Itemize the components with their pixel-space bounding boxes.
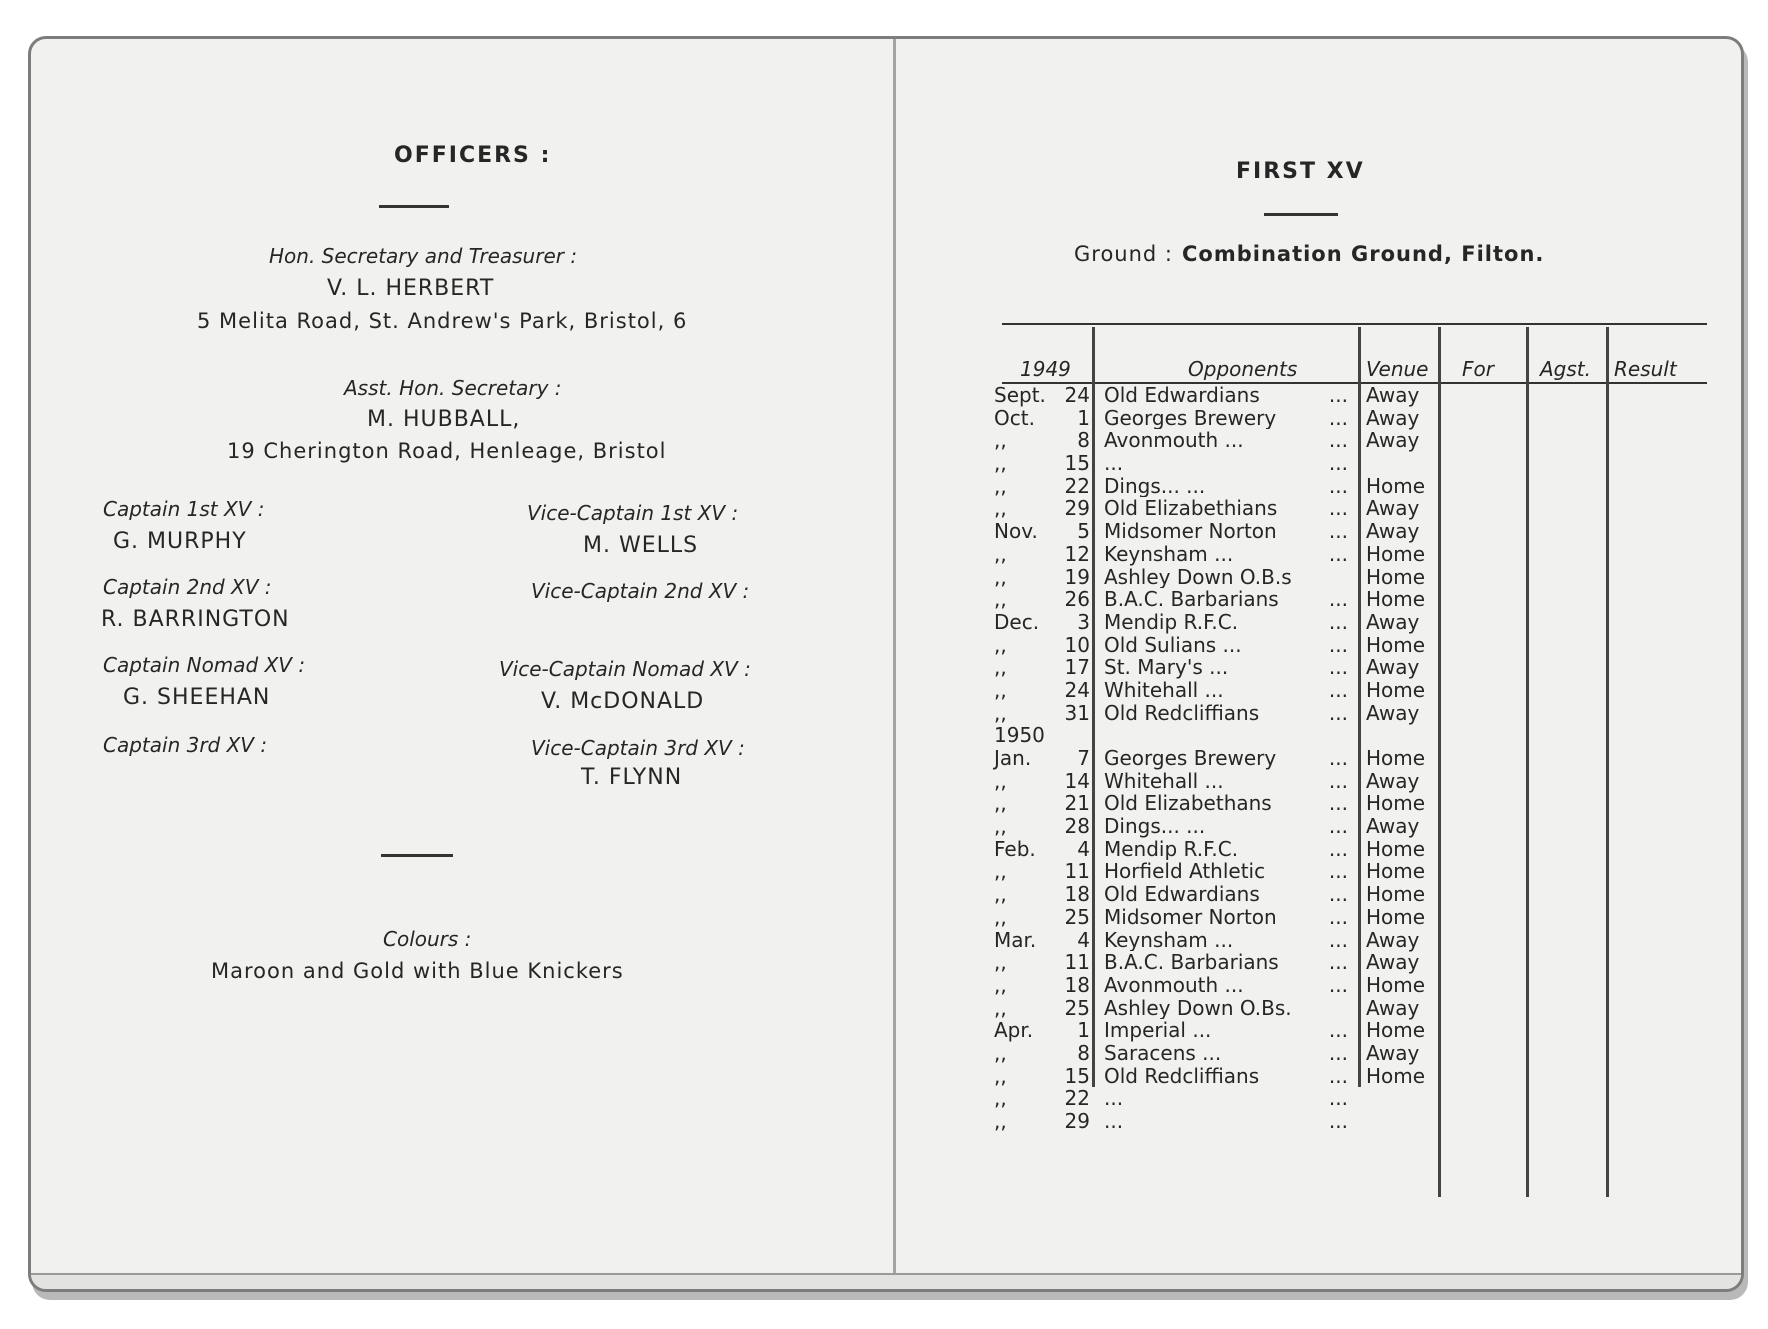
fixture-opponent: Old Elizabethans (1104, 792, 1272, 816)
fixture-day: 11 (1064, 859, 1090, 884)
fixture-dots: ... (1328, 519, 1348, 544)
fixture-opponent: Old Edwardians (1104, 883, 1260, 906)
fixture-opponent: Old Edwardians (1104, 384, 1260, 407)
fixture-row (994, 814, 1707, 839)
fixture-row (994, 609, 1707, 634)
fixture-row (994, 723, 1707, 748)
fixture-opponent: Mendip R.F.C. (1104, 610, 1239, 634)
fixture-month: ,, (994, 587, 1007, 612)
fixture-venue: Away (1366, 950, 1420, 975)
fixture-day: 19 (1064, 564, 1090, 589)
fixture-day: 25 (1064, 995, 1090, 1020)
fixture-row (994, 1086, 1707, 1111)
fixture-day: 1 (1077, 405, 1090, 430)
fixture-month: ,, (994, 428, 1007, 453)
fixture-day: 29 (1064, 1109, 1090, 1133)
fixture-opponent: Georges Brewery (1104, 406, 1277, 430)
fixture-dots: ... (1328, 859, 1348, 884)
fixture-row (994, 1109, 1707, 1133)
fixture-month: ,, (994, 451, 1007, 476)
fixture-day: 22 (1064, 1086, 1090, 1111)
fixture-opponent: Old Redcliffians (1104, 1064, 1260, 1088)
captain-nomad-name: G. SHEEHAN (123, 685, 271, 710)
asst-secretary-name: M. HUBBALL, (367, 407, 521, 432)
fixture-day: 5 (1077, 519, 1090, 544)
fixture-row (994, 995, 1707, 1020)
fixture-dots: ... (1328, 496, 1348, 521)
fixture-opponent: Midsomer Norton (1104, 905, 1277, 929)
vice-captain-1st-name: M. WELLS (583, 533, 699, 558)
fixture-venue: Home (1366, 677, 1426, 702)
fixture-month: ,, (994, 882, 1007, 907)
fixture-venue: Away (1366, 609, 1420, 634)
fixture-month: Feb. (994, 836, 1036, 861)
fixture-day: 28 (1064, 814, 1090, 839)
fixture-opponent: ... (1104, 1087, 1124, 1111)
fixture-row (994, 519, 1707, 544)
fixture-dots: ... (1328, 473, 1348, 498)
fixture-month: ,, (994, 655, 1007, 680)
fixture-row (994, 564, 1707, 589)
fixture-row (994, 473, 1707, 498)
fixture-row (994, 655, 1707, 680)
fixture-dots: ... (1328, 1063, 1348, 1088)
fixture-opponent: Ashley Down O.Bs. (1104, 996, 1292, 1020)
fixture-dots: ... (1328, 791, 1348, 816)
fixture-row (994, 791, 1707, 816)
fixture-opponent: Horfield Athletic (1104, 860, 1266, 884)
fixture-dots: ... (1328, 428, 1348, 453)
fixture-row (994, 882, 1707, 907)
fixture-day: 29 (1064, 496, 1090, 521)
colours-value: Maroon and Gold with Blue Knickers (211, 959, 624, 983)
fixture-venue: Home (1366, 541, 1426, 566)
vice-captain-nomad-label: Vice-Captain Nomad XV : (499, 657, 751, 681)
fixture-opponent: ... (1104, 452, 1124, 475)
asst-secretary-address: 19 Cherington Road, Henleage, Bristol (227, 439, 667, 463)
fixture-venue: Home (1366, 746, 1426, 770)
section-divider (381, 854, 453, 857)
vice-captain-3rd-label: Vice-Captain 3rd XV : (531, 736, 745, 760)
fixture-day: 1 (1077, 1018, 1090, 1043)
fixture-dots: ... (1328, 632, 1348, 657)
fixture-opponent: Saracens ... (1104, 1041, 1222, 1065)
fixture-row (994, 383, 1707, 407)
fixture-day: 25 (1064, 904, 1090, 929)
fixture-rows (994, 383, 1707, 1133)
fixture-venue: Home (1366, 473, 1426, 498)
fixture-month: ,, (994, 496, 1007, 521)
first-xv-fixtures-page (896, 39, 1741, 1289)
fixture-month: ,, (994, 1086, 1007, 1111)
fixture-venue: Away (1366, 655, 1420, 680)
fixture-opponent: ... (1104, 1110, 1124, 1133)
fixture-opponent: St. Mary's ... (1104, 656, 1229, 679)
table-top-rule (1002, 323, 1707, 325)
fixture-dots: ... (1328, 972, 1348, 997)
secretary-label: Hon. Secretary and Treasurer : (269, 244, 578, 268)
fixture-day: 18 (1064, 882, 1090, 907)
fixture-month: Mar. (994, 927, 1037, 952)
fixture-venue: Home (1366, 972, 1426, 997)
fixture-row (994, 405, 1707, 430)
fixture-row (994, 541, 1707, 566)
fixture-month: ,, (994, 677, 1007, 702)
vice-captain-3rd-name: T. FLYNN (581, 765, 683, 790)
fixture-month: ,, (994, 1063, 1007, 1088)
fixture-card-booklet (28, 36, 1744, 1292)
fixture-month: 1950 (994, 723, 1045, 748)
fixture-dots: ... (1328, 383, 1348, 407)
header-result: Result (1614, 357, 1677, 381)
header-opponents: Opponents (1188, 357, 1298, 381)
fixture-day: 4 (1077, 927, 1090, 952)
fixture-opponent: Avonmouth ... (1104, 973, 1244, 997)
fixture-dots: ... (1328, 609, 1348, 634)
ground-label: Ground : (1074, 242, 1173, 266)
fixture-venue: Away (1366, 405, 1420, 430)
header-agst: Agst. (1540, 357, 1591, 381)
fixture-day: 4 (1077, 836, 1090, 861)
fixture-day: 21 (1064, 791, 1090, 816)
fixture-dots: ... (1328, 882, 1348, 907)
fixture-day: 8 (1077, 428, 1090, 453)
fixture-month: Jan. (994, 746, 1032, 770)
fixture-month: ,, (994, 632, 1007, 657)
vice-captain-nomad-name: V. McDONALD (541, 689, 705, 714)
fixture-month: Sept. (994, 383, 1046, 407)
fixture-row (994, 746, 1707, 770)
header-venue: Venue (1366, 357, 1429, 381)
fixture-venue: Away (1366, 700, 1420, 725)
fixture-venue: Home (1366, 859, 1426, 884)
fixture-venue: Away (1366, 1040, 1420, 1065)
fixture-month: ,, (994, 972, 1007, 997)
fixture-dots: ... (1328, 1040, 1348, 1065)
fixture-venue: Home (1366, 836, 1426, 861)
fixture-opponent: Georges Brewery (1104, 747, 1277, 770)
fixture-dots: ... (1328, 904, 1348, 929)
vice-captain-1st-label: Vice-Captain 1st XV : (527, 501, 739, 525)
captain-1st-label: Captain 1st XV : (103, 497, 265, 521)
fixture-venue: Home (1366, 587, 1426, 612)
fixture-opponent: Old Elizabethians (1104, 497, 1278, 521)
fixture-row (994, 451, 1707, 476)
fixture-venue: Away (1366, 383, 1420, 407)
fixture-opponent: Dings... ... (1104, 474, 1206, 498)
fixture-month: Nov. (994, 519, 1038, 544)
fixture-venue: Home (1366, 1063, 1426, 1088)
captain-1st-name: G. MURPHY (113, 529, 247, 554)
fixture-venue: Away (1366, 519, 1420, 544)
header-for: For (1462, 357, 1494, 381)
ground-value: Combination Ground, Filton. (1182, 242, 1545, 266)
fixture-venue: Home (1366, 882, 1426, 907)
secretary-address: 5 Melita Road, St. Andrew's Park, Bristol, 6 (197, 309, 688, 333)
fixture-dots: ... (1328, 451, 1348, 476)
fixture-row (994, 632, 1707, 657)
fixture-opponent: B.A.C. Barbarians (1104, 951, 1279, 974)
fixture-dots: ... (1328, 1018, 1348, 1043)
fixture-month: ,, (994, 791, 1007, 816)
fixture-day: 8 (1077, 1040, 1090, 1065)
fixture-venue: Home (1366, 564, 1426, 589)
fixture-venue: Home (1366, 1018, 1426, 1043)
fixture-dots: ... (1328, 655, 1348, 680)
fixture-month: Apr. (994, 1018, 1034, 1043)
fixture-row (994, 927, 1707, 952)
fixture-month: ,, (994, 904, 1007, 929)
fixture-venue: Away (1366, 927, 1420, 952)
fixture-opponent: Whitehall ... (1104, 678, 1224, 702)
captain-3rd-label: Captain 3rd XV : (103, 733, 268, 757)
fixture-day: 15 (1064, 1063, 1090, 1088)
fixture-opponent: Old Redcliffians (1104, 701, 1260, 725)
fixture-row (994, 700, 1707, 725)
fixture-dots: ... (1328, 1109, 1348, 1133)
fixture-day: 7 (1077, 746, 1090, 770)
fixture-day: 22 (1064, 473, 1090, 498)
fixture-day: 12 (1064, 541, 1090, 566)
fixture-venue: Home (1366, 632, 1426, 657)
fixture-venue: Home (1366, 791, 1426, 816)
fixture-venue: Away (1366, 428, 1420, 453)
fixture-day: 24 (1064, 677, 1090, 702)
fixture-row (994, 950, 1707, 975)
fixture-dots: ... (1328, 950, 1348, 975)
fixture-opponent: Whitehall ... (1104, 769, 1224, 793)
fixture-month: ,, (994, 473, 1007, 498)
title-underline (379, 205, 449, 208)
fixture-venue: Away (1366, 814, 1420, 839)
fixture-opponent: B.A.C. Barbarians (1104, 588, 1279, 611)
fixture-venue: Home (1366, 904, 1426, 929)
fixture-day: 18 (1064, 972, 1090, 997)
fixture-opponent: Midsomer Norton (1104, 520, 1277, 543)
fixture-opponent: Avonmouth ... (1104, 429, 1244, 453)
asst-secretary-label: Asst. Hon. Secretary : (344, 376, 562, 400)
fixtures-table (994, 327, 1707, 1197)
fixture-row (994, 1018, 1707, 1043)
fixture-row (994, 859, 1707, 884)
fixture-day: 14 (1064, 768, 1090, 793)
fixture-month: ,, (994, 950, 1007, 975)
secretary-name: V. L. HERBERT (327, 276, 495, 301)
fixture-row (994, 972, 1707, 997)
fixture-row (994, 587, 1707, 612)
fixture-month: ,, (994, 995, 1007, 1020)
fixture-day: 3 (1077, 609, 1090, 634)
fixture-venue: Away (1366, 768, 1420, 793)
fixture-day: 26 (1064, 587, 1090, 612)
fixture-day: 31 (1064, 700, 1090, 725)
officers-title: OFFICERS : (394, 143, 552, 168)
fixture-row (994, 428, 1707, 453)
fixture-row (994, 677, 1707, 702)
fixture-row (994, 768, 1707, 793)
fixture-day: 11 (1064, 950, 1090, 975)
captain-nomad-label: Captain Nomad XV : (103, 653, 306, 677)
fixture-month: Oct. (994, 405, 1035, 430)
fixture-dots: ... (1328, 927, 1348, 952)
fixture-opponent: Dings... ... (1104, 815, 1206, 838)
fixture-opponent: Mendip R.F.C. (1104, 837, 1239, 861)
fixture-month: ,, (994, 541, 1007, 566)
fixture-dots: ... (1328, 677, 1348, 702)
captain-2nd-label: Captain 2nd XV : (103, 575, 272, 599)
fixture-row (994, 1040, 1707, 1065)
fixture-dots: ... (1328, 405, 1348, 430)
fixture-month: ,, (994, 859, 1007, 884)
fixture-venue: Away (1366, 995, 1420, 1020)
fixture-dots: ... (1328, 541, 1348, 566)
fixture-row (994, 904, 1707, 929)
fixture-dots: ... (1328, 768, 1348, 793)
fixture-month: Dec. (994, 609, 1040, 634)
fixture-dots: ... (1328, 814, 1348, 839)
fixture-month: ,, (994, 1109, 1007, 1133)
fixture-dots: ... (1328, 836, 1348, 861)
fixture-month: ,, (994, 768, 1007, 793)
fixture-opponent: Old Sulians ... (1104, 633, 1242, 657)
vice-captain-2nd-label: Vice-Captain 2nd XV : (531, 579, 750, 603)
fixture-venue: Away (1366, 496, 1420, 521)
fixture-day: 15 (1064, 451, 1090, 476)
fixture-row (994, 496, 1707, 521)
fixture-month: ,, (994, 564, 1007, 589)
fixture-row (994, 836, 1707, 861)
header-year: 1949 (1020, 357, 1071, 381)
officers-page (31, 39, 893, 1289)
first-xv-underline (1264, 213, 1338, 216)
colours-label: Colours : (383, 927, 472, 951)
fixture-dots: ... (1328, 746, 1348, 770)
fixture-dots: ... (1328, 587, 1348, 612)
fixture-day: 10 (1064, 632, 1090, 657)
fixture-row (994, 1063, 1707, 1088)
fixture-opponent: Keynsham ... (1104, 542, 1234, 566)
fixture-month: ,, (994, 814, 1007, 839)
fixture-day: 24 (1064, 383, 1090, 407)
fixture-opponent: Imperial ... (1104, 1019, 1212, 1042)
fixture-opponent: Ashley Down O.B.s (1104, 565, 1292, 589)
fixture-month: ,, (994, 1040, 1007, 1065)
first-xv-title: FIRST XV (1236, 159, 1365, 184)
fixture-day: 17 (1064, 655, 1090, 680)
fixture-opponent: Keynsham ... (1104, 928, 1234, 952)
fixture-dots: ... (1328, 700, 1348, 725)
captain-2nd-name: R. BARRINGTON (101, 607, 290, 632)
fixture-month: ,, (994, 700, 1007, 725)
fixture-dots: ... (1328, 1086, 1348, 1111)
